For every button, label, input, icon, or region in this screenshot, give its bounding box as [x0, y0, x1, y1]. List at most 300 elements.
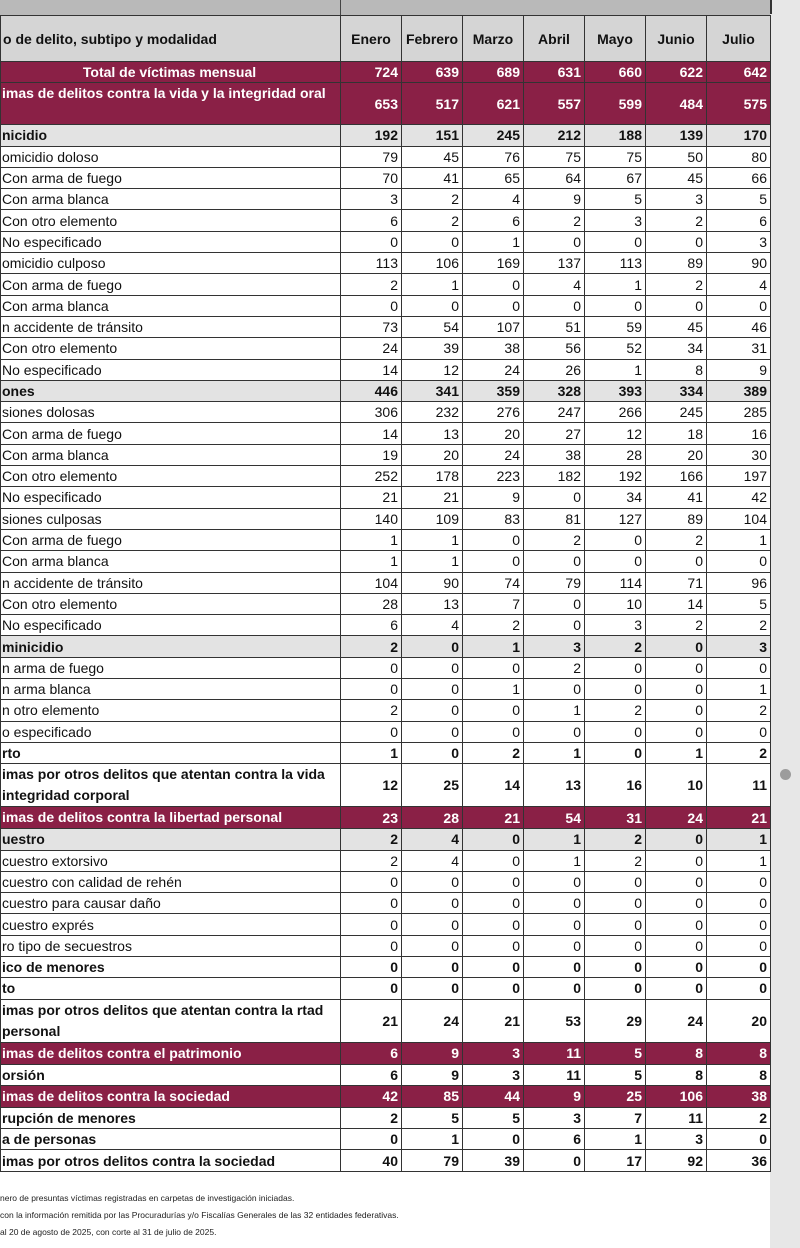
table-row	[1, 636, 771, 657]
table-row	[1, 295, 771, 316]
header-month: Junio	[646, 16, 707, 62]
cell-value: 0	[646, 679, 707, 700]
cell-value: 2	[707, 700, 771, 721]
cell-value: 0	[707, 893, 771, 914]
cell-value: 0	[402, 231, 463, 252]
row-label: Con otro elemento	[1, 466, 341, 487]
cell-value: 247	[524, 402, 585, 423]
cell-value: 660	[585, 62, 646, 83]
cell-value: 29	[585, 999, 646, 1042]
cell-value: 8	[646, 1064, 707, 1085]
cell-value: 104	[707, 508, 771, 529]
cell-value: 0	[585, 551, 646, 572]
cell-value: 3	[463, 1064, 524, 1085]
cell-value: 24	[463, 444, 524, 465]
cell-value: 0	[646, 231, 707, 252]
cell-value: 0	[524, 871, 585, 892]
cell-value: 24	[646, 807, 707, 829]
row-label: n otro elemento	[1, 700, 341, 721]
cell-value: 1	[524, 829, 585, 850]
cell-value: 2	[524, 210, 585, 231]
cell-value: 0	[524, 593, 585, 614]
table-row	[1, 871, 771, 892]
cell-value: 75	[585, 146, 646, 167]
cell-value: 0	[585, 871, 646, 892]
cell-value: 44	[463, 1085, 524, 1107]
row-label: orsión	[1, 1064, 341, 1085]
cell-value: 2	[402, 189, 463, 210]
cell-value: 85	[402, 1085, 463, 1107]
cell-value: 0	[402, 636, 463, 657]
cell-value: 0	[646, 978, 707, 999]
cell-value: 0	[524, 935, 585, 956]
cell-value: 10	[585, 593, 646, 614]
cell-value: 8	[707, 1042, 771, 1064]
cell-value: 1	[341, 742, 402, 763]
cell-value: 1	[585, 1129, 646, 1150]
table-row	[1, 721, 771, 742]
row-label: omicidio culposo	[1, 253, 341, 274]
cell-value: 3	[524, 636, 585, 657]
row-label: uestro	[1, 829, 341, 850]
row-label: Con arma blanca	[1, 444, 341, 465]
cell-value: 0	[341, 679, 402, 700]
cell-value: 79	[341, 146, 402, 167]
cell-value: 75	[524, 146, 585, 167]
table-row	[1, 1129, 771, 1150]
cell-value: 79	[524, 572, 585, 593]
cell-value: 13	[524, 764, 585, 807]
row-label: imas de delitos contra la libertad personal	[1, 807, 341, 829]
table-row	[1, 615, 771, 636]
cell-value: 0	[707, 657, 771, 678]
cell-value: 8	[646, 359, 707, 380]
cell-value: 0	[463, 1129, 524, 1150]
row-label: omicidio doloso	[1, 146, 341, 167]
cell-value: 2	[585, 700, 646, 721]
row-label: n arma de fuego	[1, 657, 341, 678]
cell-value: 139	[646, 125, 707, 146]
cell-value: 1	[585, 274, 646, 295]
cell-value: 2	[585, 829, 646, 850]
row-label: n accidente de tránsito	[1, 572, 341, 593]
cell-value: 0	[524, 1150, 585, 1171]
cell-value: 232	[402, 402, 463, 423]
cell-value: 1	[402, 529, 463, 550]
cell-value: 73	[341, 316, 402, 337]
table-row	[1, 1064, 771, 1085]
cell-value: 197	[707, 466, 771, 487]
header-month: Julio	[707, 16, 771, 62]
cell-value: 52	[585, 338, 646, 359]
cell-value: 599	[585, 83, 646, 125]
cell-value: 38	[707, 1085, 771, 1107]
cell-value: 66	[707, 167, 771, 188]
table-row	[1, 167, 771, 188]
cell-value: 4	[524, 274, 585, 295]
table-row	[1, 466, 771, 487]
cell-value: 16	[585, 764, 646, 807]
cell-value: 104	[341, 572, 402, 593]
cell-value: 2	[463, 615, 524, 636]
cell-value: 26	[524, 359, 585, 380]
cell-value: 67	[585, 167, 646, 188]
table-row	[1, 956, 771, 977]
header-month: Marzo	[463, 16, 524, 62]
table-row	[1, 231, 771, 252]
cell-value: 2	[341, 1107, 402, 1128]
cell-value: 127	[585, 508, 646, 529]
cell-value: 90	[707, 253, 771, 274]
cell-value: 3	[646, 189, 707, 210]
cell-value: 4	[707, 274, 771, 295]
cell-value: 1	[524, 742, 585, 763]
row-label: rto	[1, 742, 341, 763]
table-row	[1, 593, 771, 614]
cell-value: 1	[524, 850, 585, 871]
table-row	[1, 338, 771, 359]
cell-value: 0	[524, 295, 585, 316]
cell-value: 5	[707, 189, 771, 210]
cell-value: 0	[402, 700, 463, 721]
cell-value: 170	[707, 125, 771, 146]
cell-value: 56	[524, 338, 585, 359]
table-row	[1, 274, 771, 295]
cell-value: 4	[402, 829, 463, 850]
table-row	[1, 657, 771, 678]
row-label: cuestro para causar daño	[1, 893, 341, 914]
cell-value: 0	[463, 529, 524, 550]
table-row	[1, 551, 771, 572]
cell-value: 0	[646, 657, 707, 678]
cell-value: 0	[585, 914, 646, 935]
table-row	[1, 62, 771, 83]
cell-value: 1	[707, 529, 771, 550]
cell-value: 51	[524, 316, 585, 337]
table-row	[1, 742, 771, 763]
table-row	[1, 529, 771, 550]
row-label: imas de delitos contra la vida y la integridad oral	[1, 83, 341, 125]
table-row	[1, 1107, 771, 1128]
cell-value: 0	[707, 978, 771, 999]
cell-value: 140	[341, 508, 402, 529]
cell-value: 59	[585, 316, 646, 337]
cell-value: 53	[524, 999, 585, 1042]
cell-value: 0	[646, 871, 707, 892]
row-label: nicidio	[1, 125, 341, 146]
cell-value: 0	[707, 1129, 771, 1150]
cell-value: 2	[341, 636, 402, 657]
cell-value: 393	[585, 380, 646, 401]
cell-value: 642	[707, 62, 771, 83]
cell-value: 1	[707, 679, 771, 700]
row-label: a de personas	[1, 1129, 341, 1150]
cell-value: 42	[341, 1085, 402, 1107]
table-row	[1, 508, 771, 529]
cell-value: 4	[402, 615, 463, 636]
cell-value: 90	[402, 572, 463, 593]
header-month: Febrero	[402, 16, 463, 62]
row-label: imas de delitos contra el patrimonio	[1, 1042, 341, 1064]
cell-value: 14	[646, 593, 707, 614]
cell-value: 4	[402, 850, 463, 871]
cell-value: 0	[646, 893, 707, 914]
cell-value: 20	[646, 444, 707, 465]
cell-value: 0	[585, 529, 646, 550]
cell-value: 6	[524, 1129, 585, 1150]
table-row	[1, 850, 771, 871]
cell-value: 0	[463, 551, 524, 572]
cell-value: 0	[585, 742, 646, 763]
row-label: Con arma de fuego	[1, 529, 341, 550]
victims-table	[0, 15, 771, 1172]
cell-value: 266	[585, 402, 646, 423]
cell-value: 0	[341, 914, 402, 935]
table-row	[1, 210, 771, 231]
cell-value: 245	[646, 402, 707, 423]
cell-value: 188	[585, 125, 646, 146]
cell-value: 21	[707, 807, 771, 829]
cell-value: 2	[341, 700, 402, 721]
cell-value: 0	[524, 893, 585, 914]
cell-value: 182	[524, 466, 585, 487]
cell-value: 2	[463, 742, 524, 763]
cell-value: 1	[707, 850, 771, 871]
cell-value: 12	[585, 423, 646, 444]
cell-value: 2	[707, 742, 771, 763]
table-row	[1, 1085, 771, 1107]
row-label: cuestro con calidad de rehén	[1, 871, 341, 892]
cell-value: 5	[585, 1042, 646, 1064]
cell-value: 54	[402, 316, 463, 337]
cell-value: 107	[463, 316, 524, 337]
cell-value: 109	[402, 508, 463, 529]
cell-value: 11	[524, 1042, 585, 1064]
table-row	[1, 423, 771, 444]
cell-value: 0	[646, 636, 707, 657]
cell-value: 0	[646, 935, 707, 956]
cell-value: 1	[402, 274, 463, 295]
cell-value: 1	[524, 700, 585, 721]
cell-value: 0	[707, 871, 771, 892]
cell-value: 114	[585, 572, 646, 593]
cell-value: 0	[341, 978, 402, 999]
table-row	[1, 1150, 771, 1171]
row-label: Con arma de fuego	[1, 167, 341, 188]
cell-value: 9	[463, 487, 524, 508]
cell-value: 212	[524, 125, 585, 146]
cell-value: 14	[463, 764, 524, 807]
row-label: o especificado	[1, 721, 341, 742]
table-row	[1, 359, 771, 380]
cell-value: 631	[524, 62, 585, 83]
cell-value: 2	[341, 274, 402, 295]
cell-value: 31	[707, 338, 771, 359]
row-label: No especificado	[1, 359, 341, 380]
table-row	[1, 935, 771, 956]
cell-value: 13	[402, 593, 463, 614]
row-label: Con arma de fuego	[1, 423, 341, 444]
cell-value: 21	[341, 487, 402, 508]
cell-value: 45	[402, 146, 463, 167]
cell-value: 45	[646, 316, 707, 337]
cell-value: 21	[402, 487, 463, 508]
cell-value: 92	[646, 1150, 707, 1171]
cell-value: 3	[585, 210, 646, 231]
cell-value: 24	[646, 999, 707, 1042]
cell-value: 223	[463, 466, 524, 487]
cell-value: 89	[646, 508, 707, 529]
row-label: n accidente de tránsito	[1, 316, 341, 337]
cell-value: 16	[707, 423, 771, 444]
cell-value: 0	[463, 978, 524, 999]
cell-value: 45	[646, 167, 707, 188]
cell-value: 166	[646, 466, 707, 487]
cell-value: 0	[402, 871, 463, 892]
cell-value: 137	[524, 253, 585, 274]
cell-value: 2	[524, 529, 585, 550]
cell-value: 192	[585, 466, 646, 487]
cell-value: 106	[646, 1085, 707, 1107]
cell-value: 30	[707, 444, 771, 465]
row-label: Con otro elemento	[1, 593, 341, 614]
cell-value: 96	[707, 572, 771, 593]
cell-value: 3	[585, 615, 646, 636]
header-category: o de delito, subtipo y modalidad	[1, 16, 341, 62]
cell-value: 1	[463, 636, 524, 657]
cell-value: 3	[463, 1042, 524, 1064]
cell-value: 24	[463, 359, 524, 380]
cell-value: 359	[463, 380, 524, 401]
footnote: con la información remitida por las Procuradurías y/o Fiscalías Generales de las 32 entidades federativas.	[0, 1210, 399, 1220]
cell-value: 3	[707, 231, 771, 252]
table-row	[1, 146, 771, 167]
cell-value: 28	[402, 807, 463, 829]
table-row	[1, 487, 771, 508]
header-month: Abril	[524, 16, 585, 62]
cell-value: 151	[402, 125, 463, 146]
footnote: nero de presuntas víctimas registradas en carpetas de investigación iniciadas.	[0, 1193, 295, 1203]
cell-value: 389	[707, 380, 771, 401]
table-row	[1, 1042, 771, 1064]
cell-value: 0	[524, 721, 585, 742]
cell-value: 575	[707, 83, 771, 125]
table-body	[1, 62, 771, 1172]
scroll-handle[interactable]	[780, 769, 791, 780]
cell-value: 18	[646, 423, 707, 444]
cell-value: 0	[463, 274, 524, 295]
cell-value: 0	[463, 871, 524, 892]
cell-value: 0	[524, 956, 585, 977]
cell-value: 20	[707, 999, 771, 1042]
cell-value: 285	[707, 402, 771, 423]
cell-value: 14	[341, 423, 402, 444]
row-label: Con arma blanca	[1, 295, 341, 316]
cell-value: 2	[707, 1107, 771, 1128]
cell-value: 11	[524, 1064, 585, 1085]
cell-value: 0	[341, 721, 402, 742]
cell-value: 0	[707, 551, 771, 572]
cell-value: 25	[585, 1085, 646, 1107]
cell-value: 1	[463, 231, 524, 252]
table-row	[1, 829, 771, 850]
cell-value: 0	[341, 893, 402, 914]
cell-value: 689	[463, 62, 524, 83]
cell-value: 9	[524, 1085, 585, 1107]
row-label: minicidio	[1, 636, 341, 657]
cell-value: 31	[585, 807, 646, 829]
table-row	[1, 999, 771, 1042]
cell-value: 0	[646, 721, 707, 742]
cell-value: 0	[402, 657, 463, 678]
cell-value: 8	[646, 1042, 707, 1064]
row-label: rupción de menores	[1, 1107, 341, 1128]
row-label: ro tipo de secuestros	[1, 935, 341, 956]
row-label: siones culposas	[1, 508, 341, 529]
row-label: Con otro elemento	[1, 338, 341, 359]
cell-value: 0	[646, 850, 707, 871]
cell-value: 446	[341, 380, 402, 401]
cell-value: 113	[585, 253, 646, 274]
cell-value: 9	[402, 1064, 463, 1085]
cell-value: 0	[585, 935, 646, 956]
cell-value: 5	[402, 1107, 463, 1128]
cell-value: 12	[402, 359, 463, 380]
table-row	[1, 572, 771, 593]
cell-value: 0	[463, 914, 524, 935]
cell-value: 0	[463, 935, 524, 956]
cell-value: 0	[463, 700, 524, 721]
cell-value: 0	[463, 956, 524, 977]
cell-value: 13	[402, 423, 463, 444]
cell-value: 20	[402, 444, 463, 465]
cell-value: 34	[585, 487, 646, 508]
table-row	[1, 380, 771, 401]
cell-value: 1	[585, 359, 646, 380]
cell-value: 6	[707, 210, 771, 231]
table-row	[1, 253, 771, 274]
row-label: cuestro extorsivo	[1, 850, 341, 871]
cell-value: 0	[402, 721, 463, 742]
cell-value: 5	[707, 593, 771, 614]
cell-value: 341	[402, 380, 463, 401]
cell-value: 76	[463, 146, 524, 167]
right-margin	[770, 0, 800, 1248]
cell-value: 0	[646, 956, 707, 977]
cell-value: 0	[707, 721, 771, 742]
header-month: Enero	[341, 16, 402, 62]
cell-value: 64	[524, 167, 585, 188]
cell-value: 3	[707, 636, 771, 657]
cell-value: 71	[646, 572, 707, 593]
cell-value: 653	[341, 83, 402, 125]
row-label: Con otro elemento	[1, 210, 341, 231]
row-label: imas por otros delitos que atentan contra la rtad personal	[1, 999, 341, 1042]
row-label: No especificado	[1, 231, 341, 252]
top-header-bar	[0, 0, 770, 16]
cell-value: 20	[463, 423, 524, 444]
cell-value: 192	[341, 125, 402, 146]
cell-value: 306	[341, 402, 402, 423]
cell-value: 557	[524, 83, 585, 125]
row-label: ones	[1, 380, 341, 401]
cell-value: 0	[524, 551, 585, 572]
cell-value: 11	[646, 1107, 707, 1128]
cell-value: 0	[463, 893, 524, 914]
row-label: n arma blanca	[1, 679, 341, 700]
table-row	[1, 189, 771, 210]
cell-value: 0	[524, 914, 585, 935]
